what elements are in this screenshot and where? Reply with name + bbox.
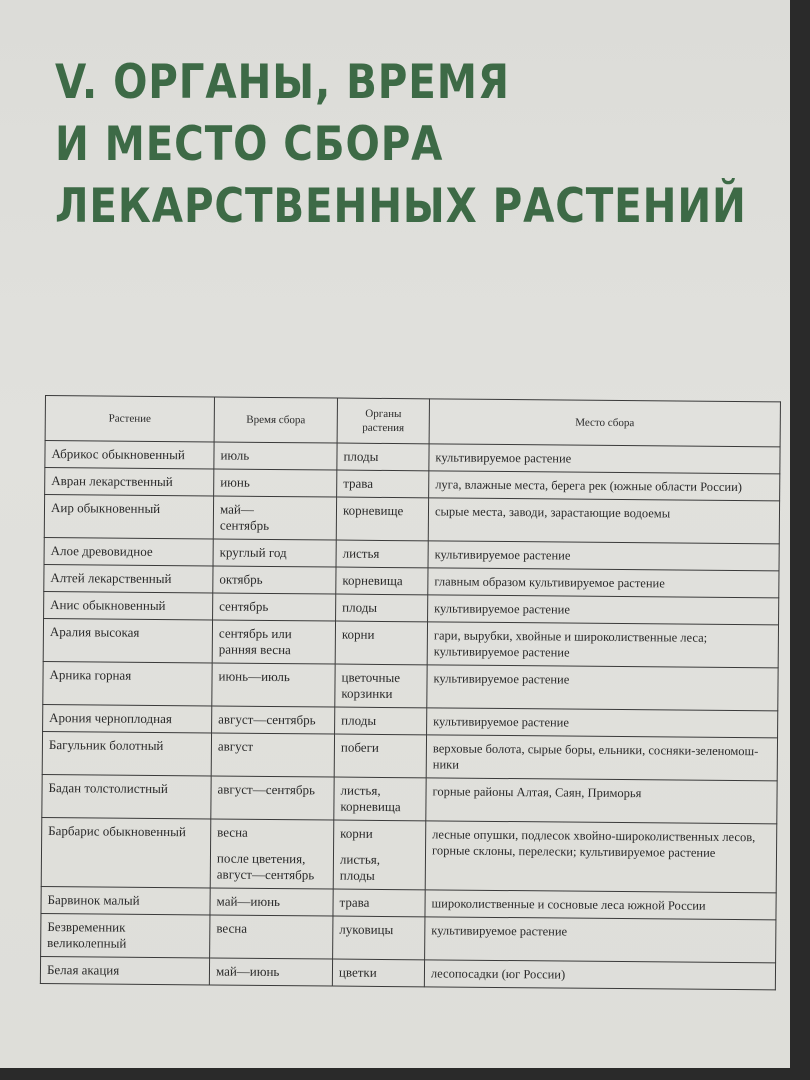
cell-plant <box>41 886 210 914</box>
cell-place-line: культивируемое растение <box>434 547 571 563</box>
cell-time <box>211 733 334 777</box>
cell-organs <box>333 916 425 960</box>
cell-place <box>429 444 780 474</box>
cell-organs <box>336 594 428 622</box>
cell-time <box>209 958 332 986</box>
cell-place-line: горные склоны, перелески; культивируемое растение <box>431 843 716 860</box>
cell-plant <box>43 618 212 662</box>
header-time: Время сбора <box>214 397 337 443</box>
cell-organs-line: листья, <box>339 851 381 867</box>
cell-plant-line: Безвременник <box>47 919 126 935</box>
cell-organs-line: корни <box>340 825 373 841</box>
cell-place <box>429 471 780 501</box>
cell-time-line: июль <box>220 447 250 463</box>
cell-organs-line: листья <box>342 545 380 561</box>
cell-time-line: сентябрь <box>219 598 269 614</box>
cell-place <box>427 708 778 738</box>
cell-time <box>213 593 336 621</box>
cell-place <box>425 890 776 920</box>
cell-time-line: август <box>217 738 254 754</box>
cell-place <box>427 622 778 668</box>
cell-plant-line: Авран лекарственный <box>51 473 173 490</box>
cell-place-line: культивируемое растение <box>434 601 571 617</box>
cell-plant-line: Барвинок малый <box>47 892 140 908</box>
cell-place-line: сырые места, заводи, зарастающие водоемы <box>434 504 671 521</box>
cell-organs-line: корневища <box>342 572 403 589</box>
cell-plant <box>40 956 209 984</box>
cell-time <box>210 819 334 889</box>
cell-place <box>428 498 779 544</box>
cell-organs <box>337 443 429 471</box>
cell-time-line: весна <box>216 920 248 936</box>
header-organs-line-1: Органы <box>365 407 402 421</box>
cell-time-line: август—сентябрь <box>216 866 315 883</box>
cell-plant <box>44 537 213 565</box>
cell-organs-line: плоды <box>339 867 375 883</box>
cell-place <box>428 541 779 571</box>
cell-organs <box>333 820 426 890</box>
cell-time-line: весна <box>217 824 248 840</box>
cell-plant-line: Алое древовидное <box>50 543 153 559</box>
table-row <box>42 774 777 823</box>
cell-plant <box>42 731 211 775</box>
cell-organs <box>332 959 424 987</box>
cell-organs-line: побеги <box>340 739 379 755</box>
cell-time <box>213 539 336 567</box>
cell-place-line: лесные опушки, подлесок хвойно-широколиственных лесов, <box>432 827 756 845</box>
cell-time <box>212 620 335 664</box>
cell-time <box>213 496 336 540</box>
cell-plant-line: Барбарис обыкновенный <box>48 823 186 840</box>
cell-organs <box>337 470 429 498</box>
cell-place-line: луга, влажные места, берега рек (южные области России) <box>435 477 743 495</box>
table-row <box>40 956 775 989</box>
cell-plant <box>44 495 213 539</box>
cell-place-line: культивируемое растение <box>433 644 570 660</box>
cell-organs <box>336 540 428 568</box>
cell-time <box>211 776 334 820</box>
cell-plant <box>43 704 212 732</box>
title-line-1: V. ОРГАНЫ, ВРЕМЯ <box>55 55 510 110</box>
cell-time-line: июнь <box>220 474 250 490</box>
cell-organs-line: трава <box>339 894 370 910</box>
cell-plant <box>43 661 212 705</box>
cell-time <box>210 915 333 959</box>
cell-time-line: сентябрь <box>219 517 270 533</box>
cell-time-line: май—июнь <box>215 963 280 980</box>
cell-organs-line: трава <box>343 475 374 491</box>
cell-time <box>210 888 333 916</box>
cell-plant <box>41 913 210 957</box>
cell-time <box>214 442 337 470</box>
cell-organs-line: плоды <box>341 712 377 728</box>
cell-place <box>426 778 777 824</box>
title-line-3: ЛЕКАРСТВЕННЫХ РАСТЕНИЙ <box>55 179 747 234</box>
cell-organs-line: плоды <box>343 448 379 464</box>
header-organs-line-2: растения <box>362 421 405 435</box>
cell-organs-line: листья, <box>340 782 381 798</box>
cell-organs-line: цветки <box>338 964 377 980</box>
cell-plant-line: Бадан толстолистный <box>48 780 168 797</box>
cell-organs <box>333 889 425 917</box>
table-row <box>43 661 778 710</box>
cell-organs <box>335 664 427 708</box>
cell-time-line: май— <box>219 501 254 517</box>
table-row <box>41 817 777 892</box>
cell-plant-line: великолепный <box>47 935 127 951</box>
cell-place <box>425 821 777 893</box>
cell-organs <box>335 621 427 665</box>
cell-plant-line: Абрикос обыкновенный <box>51 446 185 463</box>
cell-plant-line: Анис обыкновенный <box>50 597 166 614</box>
cell-time-line: ранняя весна <box>218 641 291 658</box>
cell-organs <box>336 567 428 595</box>
header-plant: Растение <box>45 396 214 442</box>
cell-plant <box>45 468 214 496</box>
cell-organs <box>335 707 427 735</box>
cell-plant <box>42 774 211 818</box>
cell-organs-line: луковицы <box>339 921 394 938</box>
cell-place-line: горные районы Алтая, Саян, Приморья <box>432 784 642 801</box>
cell-place-line: лесопосадки (юг России) <box>430 966 566 982</box>
chapter-title <box>55 52 747 238</box>
cell-time <box>214 469 337 497</box>
table-row <box>44 495 779 544</box>
cell-place-line: широколиственные и сосновые леса южной России <box>431 896 706 913</box>
cell-plant <box>45 441 214 469</box>
cell-organs-line: цветочные <box>341 669 401 686</box>
cell-time <box>213 566 336 594</box>
cell-organs-line: корневища <box>340 798 401 815</box>
cell-time-line: июнь—июль <box>218 668 290 685</box>
cell-place <box>425 917 776 963</box>
cell-organs-line: корзинки <box>341 685 393 702</box>
cell-organs <box>334 734 426 778</box>
cell-place-line: культивируемое растение <box>431 923 568 939</box>
cell-place-line: главным образом культивируемое растение <box>434 574 665 591</box>
cell-place-line: культивируемое растение <box>435 450 572 466</box>
cell-plant-line: Багульник болотный <box>48 737 164 754</box>
cell-plant <box>41 817 211 887</box>
cell-time-line: круглый год <box>219 544 287 561</box>
cell-time-line: май—июнь <box>216 893 281 910</box>
cell-place-line: культивируемое растение <box>433 671 570 687</box>
cell-time-line: октябрь <box>219 571 263 587</box>
cell-organs <box>334 777 426 821</box>
cell-time <box>212 706 335 734</box>
cell-time-line: август—сентябрь <box>217 781 316 798</box>
cell-plant <box>44 591 213 619</box>
cell-place-line: культивируемое растение <box>433 714 570 730</box>
table-body <box>40 441 780 990</box>
cell-organs-line: корневище <box>342 502 404 519</box>
header-organs <box>337 398 429 444</box>
cell-organs-line: плоды <box>342 599 378 615</box>
cell-plant-line: Аир обыкновенный <box>50 500 161 517</box>
cell-time-line: сентябрь или <box>218 625 292 642</box>
cell-plant-line: Аралия высокая <box>49 624 140 640</box>
cell-place <box>426 735 777 781</box>
cell-place <box>424 960 775 990</box>
cell-plant-line: Белая акация <box>46 962 120 978</box>
cell-time-line: август—сентябрь <box>218 711 316 728</box>
cell-organs-line <box>340 842 419 853</box>
cell-plant <box>44 564 213 592</box>
table-row <box>43 618 778 667</box>
cell-place-line: гари, вырубки, хвойные и широколиственные леса; <box>433 628 708 645</box>
cell-time <box>212 663 335 707</box>
cell-plant-line: Алтей лекарственный <box>50 570 172 587</box>
cell-plant-line: Арония черноплодная <box>49 710 172 727</box>
cell-time-line: после цветения, <box>216 850 306 867</box>
cell-place <box>428 595 779 625</box>
header-place: Место сбора <box>429 399 780 447</box>
cell-organs-line: корни <box>341 626 375 642</box>
herb-collection-table <box>40 395 781 990</box>
cell-place <box>427 665 778 711</box>
cell-plant-line: Арника горная <box>49 667 132 683</box>
cell-place-line: ники <box>432 757 460 772</box>
title-line-2: И МЕСТО СБОРА <box>55 117 444 172</box>
table-row <box>41 913 776 962</box>
cell-organs <box>336 497 428 541</box>
table-header-row <box>45 396 780 447</box>
table-row <box>42 731 777 780</box>
cell-place-line: верховые болота, сырые боры, ельники, сосняки-зеленомош- <box>432 741 759 759</box>
cell-place <box>428 568 779 598</box>
